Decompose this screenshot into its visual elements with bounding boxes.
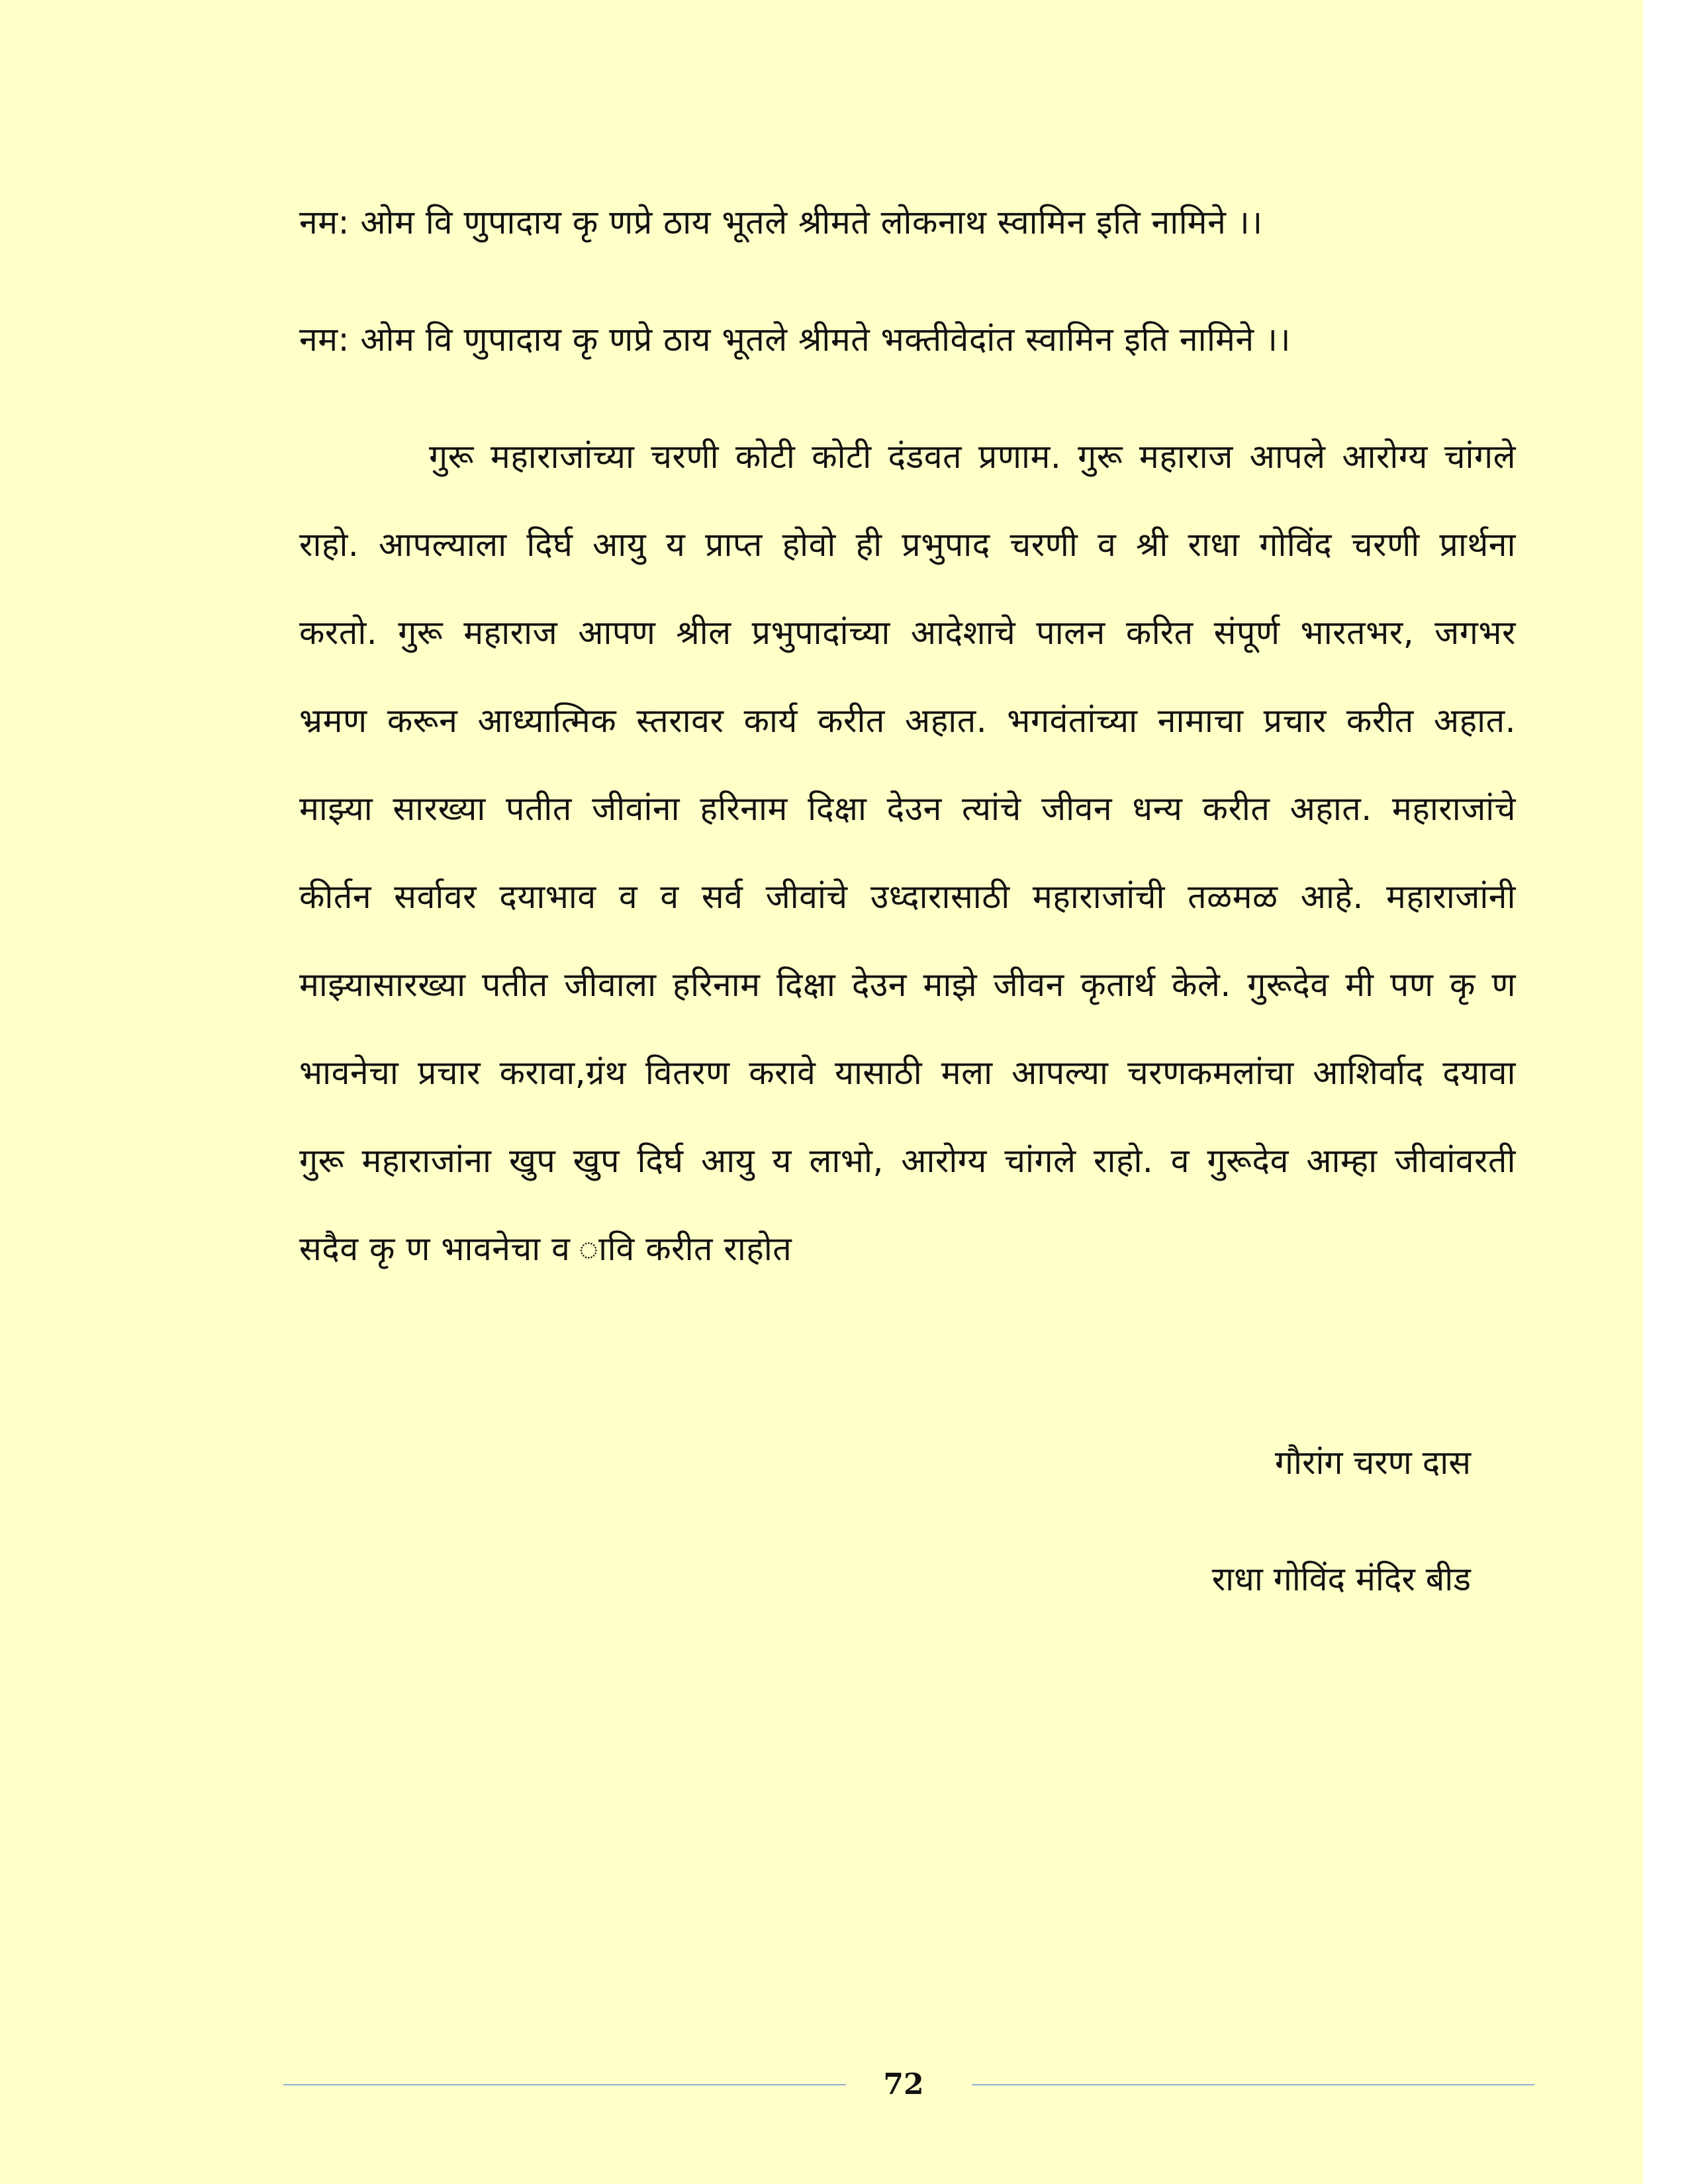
paragraph-line-8: भावनेचा प्रचार करावा,ग्रंथ वितरण करावे यासाठी मला आपल्या चरणकमलांचा आशिर्वाद दयावा — [299, 1054, 1516, 1092]
paragraph-line-10: सदैव कृ ण भावनेचा व ावि करीत राहोत — [299, 1230, 792, 1268]
paragraph-line-7: माझ्यासारख्या पतीत जीवाला हरिनाम दिक्षा देउन माझे जीवन कृतार्थ केले. गुरूदेव मी पण कृ ण — [299, 966, 1516, 1004]
paragraph-line-4: भ्रमण करून आध्यात्मिक स्तरावर कार्य करीत अहात. भगवंतांच्या नामाचा प्रचार करीत अहात. — [299, 702, 1516, 740]
paragraph-line-9: गुरू महाराजांना खुप खुप दिर्घ आयु य लाभो, आरोग्य चांगले राहो. व गुरूदेव आम्हा जीवांवरती — [299, 1142, 1516, 1180]
mantra-line-2: नम: ओम वि णुपादाय कृ णप्रे ठाय भूतले श्रीमते भक्तीवेदांत स्वामिन इति नामिने ।। — [299, 320, 1291, 359]
paragraph-line-2: राहो. आपल्याला दिर्घ आयु य प्राप्त होवो ही प्रभुपाद चरणी व श्री राधा गोविंद चरणी प्रार्थना — [299, 525, 1516, 564]
page-number: 72 — [883, 2068, 924, 2101]
paragraph-line-1: गुरू महाराजांच्या चरणी कोटी कोटी दंडवत प्रणाम. गुरू महाराज आपले आरोग्य चांगले — [429, 437, 1516, 476]
footer-rule-right — [972, 2084, 1534, 2085]
paragraph-line-6: कीर्तन सर्वावर दयाभाव व व सर्व जीवांचे उध्दारासाठी महाराजांची तळमळ आहे. महाराजांनी — [299, 878, 1516, 916]
mantra-line-1: नम: ओम वि णुपादाय कृ णप्रे ठाय भूतले श्रीमते लोकनाथ स्वामिन इति नामिने ।। — [299, 203, 1263, 242]
paragraph-line-5: माझ्या सारख्या पतीत जीवांना हरिनाम दिक्षा देउन त्यांचे जीवन धन्य करीत अहात. महाराजांचे — [299, 790, 1516, 828]
footer-rule-left — [283, 2084, 846, 2085]
signature-name: गौरांग चरण दास — [1274, 1443, 1471, 1482]
signature-place: राधा गोविंद मंदिर बीड — [1211, 1560, 1471, 1598]
paragraph-line-3: करतो. गुरू महाराज आपण श्रील प्रभुपादांच्या आदेशाचे पालन करित संपूर्ण भारतभर, जगभर — [299, 614, 1516, 652]
